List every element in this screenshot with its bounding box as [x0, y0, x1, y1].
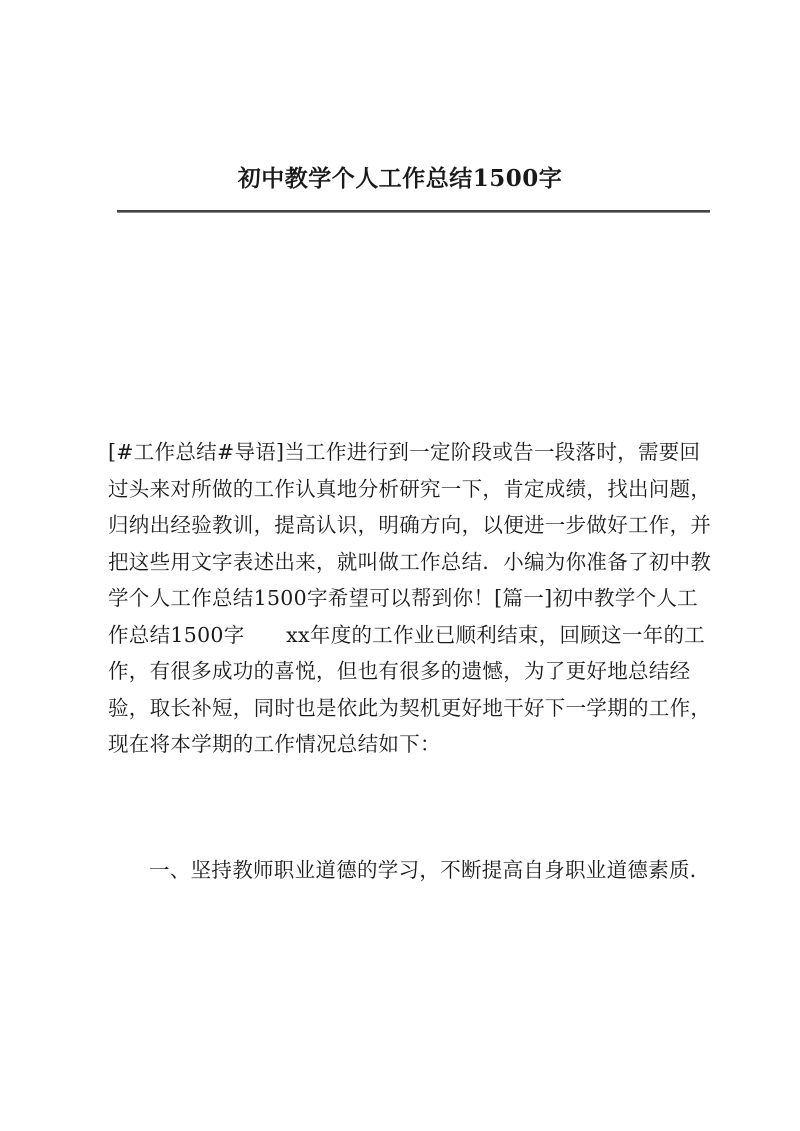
- intro-paragraph: [#工作总结#导语]当工作进行到一定阶段或告一段落时，需要回过头来对所做的工作认真地分析研究一下，肯定成绩，找出问题，归纳出经验教训，提高认识，明确方向，以便进一步做好工作，并把这些用文字表述出来，就叫做工作总结．小编为你准备了初中教学个人工作总结1500字希望可以帮到你！[篇一]初中教学个人工作总结1500字 xx年度的工作业已顺利结束，回顾这一年的工作，有很多成功的喜悦，但也有很多的遗憾，为了更好地总结经验，取长补短，同时也是依此为契机更好地干好下一学期的工作，现在将本学期的工作情况总结如下：: [108, 440, 712, 756]
- title-divider: [117, 210, 710, 213]
- intro-section: [108, 434, 713, 763]
- section-one-heading: 一、坚持教师职业道德的学习，不断提高自身职业道德素质．: [149, 858, 711, 882]
- page-title: 初中教学个人工作总结1500字: [237, 165, 563, 192]
- section-one: [108, 852, 713, 889]
